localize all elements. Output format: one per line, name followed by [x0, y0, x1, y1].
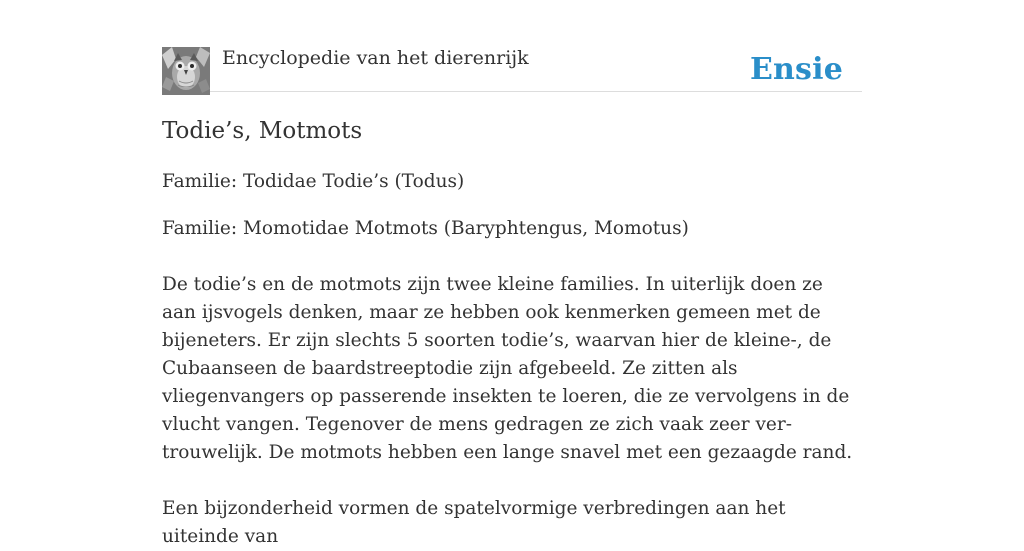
brand-logo[interactable]: Ensie [749, 52, 843, 87]
article-paragraph: De todie’s en de motmots zijn twee kleine families. In uiterlijk doen ze aan ijsvogels denken, maar ze hebben ook kenmerken gemeen met de bijeneters. Er zijn slechts 5 soorten todie’s, waarvan hier de kleine-, de Cubaanseen de baardstreeptodie zijn afgebeeld. Ze zitten als vliegenvangers op passerende insekten te loeren, die ze vervolgens in de vlucht vangen. Tegenover de mens gedragen ze zich vaak zeer ver-trouwelijk. De motmots hebben een lange snavel met een gezaagde rand. [162, 274, 853, 463]
source-title[interactable]: Encyclopedie van het dierenrijk [222, 47, 529, 69]
page [162, 0, 862, 547]
owl-avatar-icon[interactable] [162, 47, 210, 95]
article-paragraph: Een bijzonderheid vormen de spatelvormige verbredingen aan het uiteinde van [162, 498, 786, 547]
header [162, 0, 862, 92]
article-title: Todie’s, Motmots [162, 118, 363, 144]
family-line: Familie: Momotidae Motmots (Baryphtengus, Momotus) [162, 218, 689, 239]
family-line: Familie: Todidae Todie’s (Todus) [162, 171, 465, 192]
